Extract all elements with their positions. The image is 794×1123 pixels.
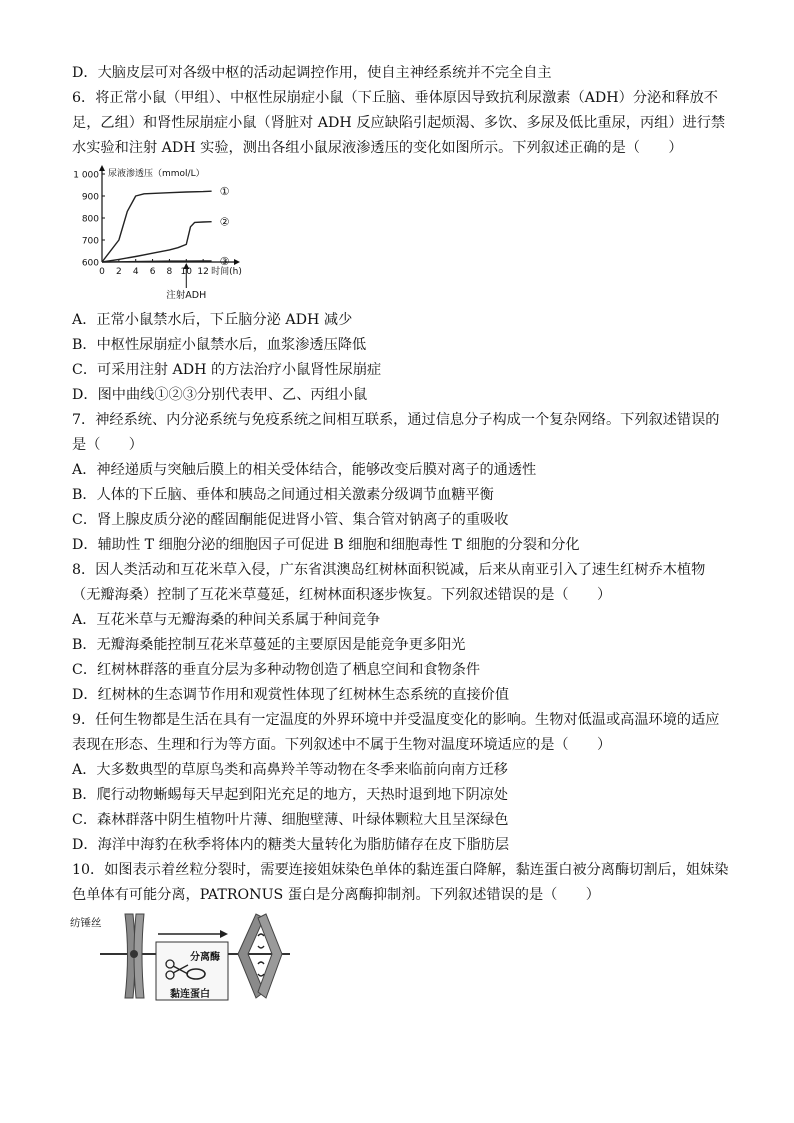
q6-stem-line-2: 足，乙组）和肾性尿崩症小鼠（肾脏对 ADH 反应缺陷引起烦渴、多饮、多尿及低比重尿，丙组）进行禁 bbox=[72, 115, 726, 131]
series-line-2 bbox=[102, 222, 212, 262]
q9-option-b: B．爬行动物蜥蜴每天早起到阳光充足的地方，天热时退到地下阴凉处 bbox=[72, 787, 509, 803]
q8-option-a: A．互花米草与无瓣海桑的种间关系属于种间竞争 bbox=[72, 612, 381, 628]
q6-option-c: C．可采用注射 ADH 的方法治疗小鼠肾性尿崩症 bbox=[72, 362, 382, 378]
q8-option-d: D．红树林的生态调节作用和观赏性体现了红树林生态系统的直接价值 bbox=[72, 687, 510, 703]
q6-option-d: D．图中曲线①②③分别代表甲、乙、丙组小鼠 bbox=[72, 387, 368, 403]
cohesin-separase-diagram bbox=[70, 908, 295, 1004]
x-axis-arrow bbox=[234, 259, 240, 265]
label-spindle: 纺锤丝 bbox=[70, 917, 102, 929]
x-tick-label: 0 bbox=[99, 267, 105, 277]
label-separase: 分离酶 bbox=[190, 952, 220, 963]
q9-option-d: D．海洋中海豹在秋季将体内的糖类大量转化为脂肪储存在皮下脂肪层 bbox=[72, 837, 510, 853]
q7-option-a: A．神经递质与突触后膜上的相关受体结合，能够改变后膜对离子的通透性 bbox=[72, 462, 537, 478]
x-tick-label: 8 bbox=[166, 267, 173, 277]
q7-stem-line-2: 是（ ） bbox=[72, 437, 143, 453]
q9-stem-line-2: 表现在形态、生理和行为等方面。下列叙述中不属于生物对温度环境适应的是（ ） bbox=[72, 737, 612, 753]
q10-stem-line-2: 色单体有可能分离，PATRONUS 蛋白是分离酶抑制剂。下列叙述错误的是（ ） bbox=[72, 887, 600, 903]
x-tick-label: 6 bbox=[149, 267, 156, 277]
q7-stem-line-1: 7．神经系统、内分泌系统与免疫系统之间相互联系，通过信息分子构成一个复杂网络。下列叙述错误的 bbox=[72, 412, 720, 428]
y-axis-label: 尿液渗透压（mmol/L） bbox=[108, 169, 205, 179]
y-tick-label: 600 bbox=[81, 258, 99, 269]
q6-stem-line-1: 6．将正常小鼠（甲组）、中枢性尿崩症小鼠（下丘脑、垂体原因导致抗利尿激素（ADH）分泌和释放不 bbox=[72, 90, 718, 106]
y-tick-label: 700 bbox=[81, 236, 99, 247]
x-tick-label: 12 bbox=[197, 267, 209, 277]
y-tick-label: 1 000 bbox=[73, 170, 99, 181]
q10-stem-line-1: 10．如图表示着丝粒分裂时，需要连接姐妹染色单体的黏连蛋白降解，黏连蛋白被分离酶切割后，姐妹染 bbox=[72, 862, 729, 878]
x-tick-label: 10 bbox=[180, 267, 193, 277]
q7-option-c: C．肾上腺皮质分泌的醛固酮能促进肾小管、集合管对钠离子的重吸收 bbox=[72, 512, 509, 528]
x-tick-label: 2 bbox=[115, 267, 122, 277]
y-axis-arrow bbox=[99, 165, 105, 171]
q8-stem-line-1: 8．因人类活动和互花米草入侵，广东省淇澳岛红树林面积锐减，后来从南亚引入了速生红树乔木植物 bbox=[72, 562, 706, 578]
y-tick-label: 900 bbox=[81, 192, 99, 203]
q7-option-d: D．辅助性 T 细胞分泌的细胞因子可促进 B 细胞和细胞毒性 T 细胞的分裂和分化 bbox=[72, 537, 580, 553]
q8-stem-line-2: （无瓣海桑）控制了互花米草蔓延，红树林面积逐步恢复。下列叙述错误的是（ ） bbox=[72, 587, 612, 603]
series-line-1 bbox=[102, 191, 212, 262]
series-label-3: ③ bbox=[219, 254, 230, 268]
urine-osmolality-chart bbox=[70, 162, 255, 302]
centromere bbox=[130, 950, 138, 958]
q6-option-b: B．中枢性尿崩症小鼠禁水后，血浆渗透压降低 bbox=[72, 337, 367, 353]
q6-option-a: A．正常小鼠禁水后，下丘脑分泌 ADH 减少 bbox=[72, 312, 353, 328]
q9-option-a: A．大多数典型的草原鸟类和高鼻羚羊等动物在冬季来临前向南方迁移 bbox=[72, 762, 508, 778]
series-label-1: ① bbox=[219, 185, 230, 199]
label-cohesin: 黏连蛋白 bbox=[170, 989, 210, 1000]
q8-option-c: C．红树林群落的垂直分层为多种动物创造了栖息空间和食物条件 bbox=[72, 662, 481, 678]
y-tick-label: 800 bbox=[81, 214, 99, 225]
x-axis-label: 时间(h) bbox=[211, 267, 242, 277]
q9-stem-line-1: 9．任何生物都是生活在具有一定温度的外界环境中并受温度变化的影响。生物对低温或高温环境的适应 bbox=[72, 712, 720, 728]
q6-stem-line-3: 水实验和注射 ADH 实验，测出各组小鼠尿液渗透压的变化如图所示。下列叙述正确的是（ ） bbox=[72, 140, 683, 156]
q8-option-b: B．无瓣海桑能控制互花米草蔓延的主要原因是能竞争更多阳光 bbox=[72, 637, 466, 653]
q9-option-c: C．森林群落中阴生植物叶片薄、细胞壁薄、叶绿体颗粒大且呈深绿色 bbox=[72, 812, 509, 828]
q5-option-d: D．大脑皮层可对各级中枢的活动起调控作用，使自主神经系统并不完全自主 bbox=[72, 65, 552, 81]
series-label-2: ② bbox=[219, 215, 230, 229]
q7-option-b: B．人体的下丘脑、垂体和胰岛之间通过相关激素分级调节血糖平衡 bbox=[72, 487, 494, 503]
x-tick-label: 4 bbox=[132, 267, 139, 277]
annotation-label: 注射ADH bbox=[166, 290, 207, 301]
